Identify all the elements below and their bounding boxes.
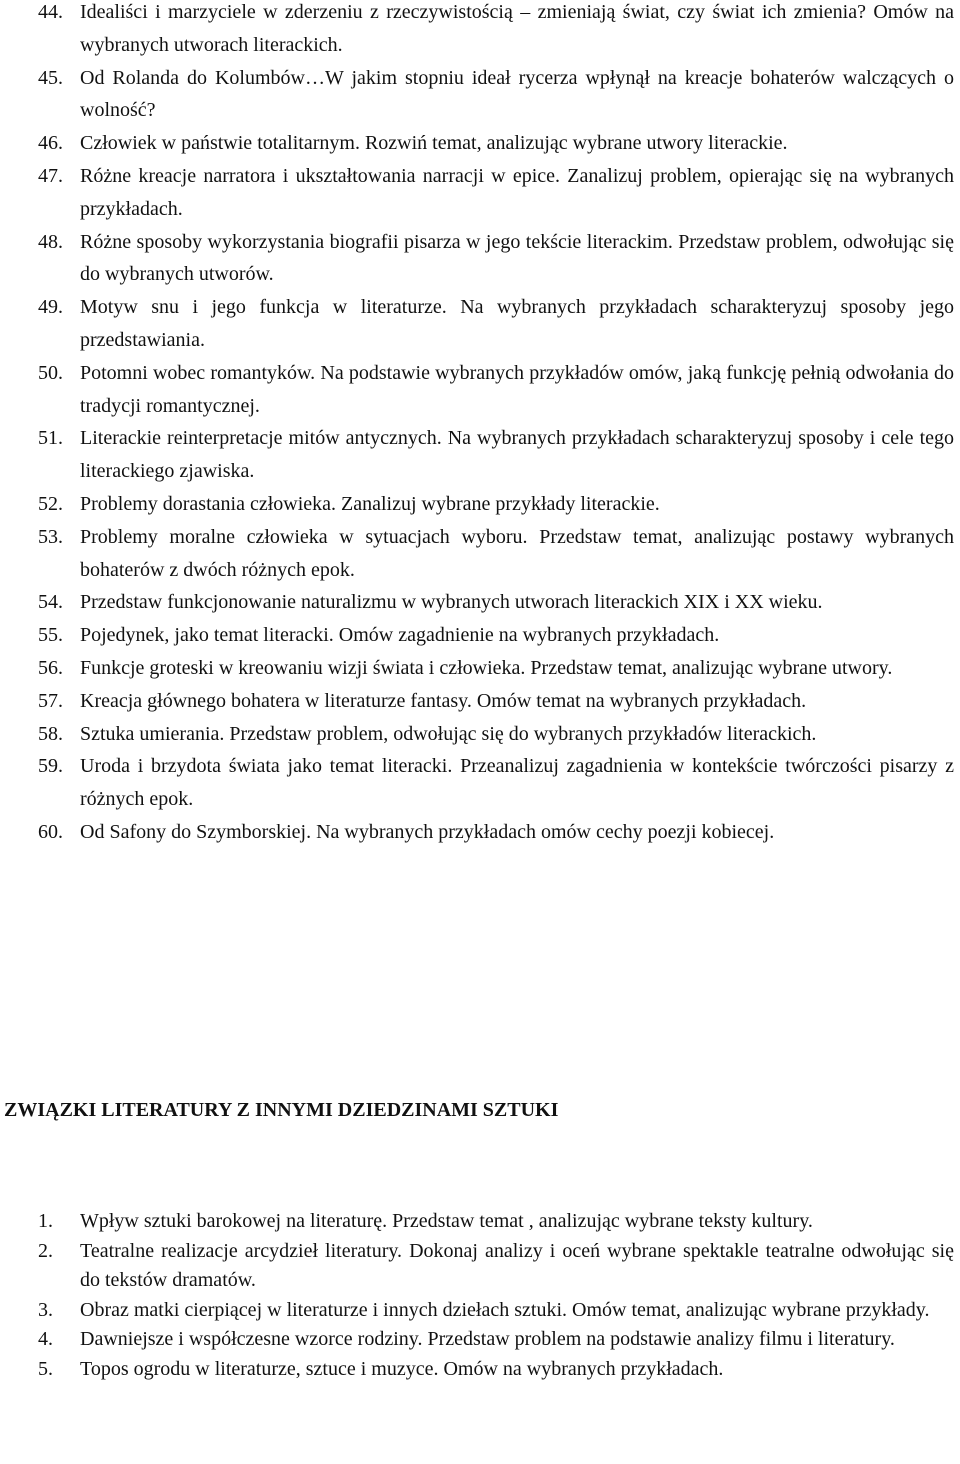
list-item [0, 619, 960, 652]
item-number: 46. [38, 132, 63, 155]
list-item [0, 160, 960, 226]
list-item [0, 291, 960, 357]
item-text: Uroda i brzydota świata jako temat literacki. Przeanalizuj zagadnienia w kontekście twórczości pisarzy z różnych epok. [80, 755, 954, 811]
item-number: 4. [38, 1328, 53, 1351]
item-number: 56. [38, 656, 63, 679]
item-number: 51. [38, 427, 63, 450]
item-number: 48. [38, 230, 63, 253]
item-text: Problemy dorastania człowieka. Zanalizuj wybrane przykłady literackie. [80, 492, 660, 515]
item-number: 60. [38, 820, 63, 843]
list-item [0, 750, 960, 816]
item-number: 44. [38, 1, 63, 23]
item-number: 50. [38, 361, 63, 384]
item-text: Wpływ sztuki barokowej na literaturę. Przedstaw temat , analizując wybrane teksty kultury. [80, 1210, 813, 1232]
item-text: Teatralne realizacje arcydzieł literatury. Dokonaj analizy i oceń wybrane spektakle teatralne odwołując się do tekstów dramatów. [80, 1239, 954, 1291]
list-item [0, 1207, 960, 1237]
list-item [0, 586, 960, 619]
item-number: 57. [38, 689, 63, 712]
item-text: Funkcje groteski w kreowaniu wizji świata i człowieka. Przedstaw temat, analizując wybrane utwory. [80, 656, 893, 679]
item-text: Obraz matki cierpiącej w literaturze i innych dziełach sztuki. Omów temat, analizując wybrane przykłady. [80, 1298, 930, 1321]
item-number: 58. [38, 722, 63, 745]
item-text: Przedstaw funkcjonowanie naturalizmu w wybranych utworach literackich XIX i XX wieku. [80, 591, 823, 614]
item-text: Od Safony do Szymborskiej. Na wybranych przykładach omów cechy poezji kobiecej. [80, 820, 775, 843]
list-item [0, 1296, 960, 1326]
item-text: Sztuka umierania. Przedstaw problem, odwołując się do wybranych przykładów literackich. [80, 722, 817, 745]
list-item [0, 521, 960, 587]
list-item [0, 652, 960, 685]
list-item [0, 718, 960, 751]
item-number: 1. [38, 1210, 53, 1232]
item-number: 59. [38, 755, 63, 778]
item-number: 52. [38, 492, 63, 515]
item-number: 53. [38, 525, 63, 548]
list-item [0, 0, 960, 62]
item-number: 54. [38, 591, 63, 614]
item-number: 49. [38, 296, 63, 319]
list-item [0, 127, 960, 160]
item-text: Topos ogrodu w literaturze, sztuce i muzyce. Omów na wybranych przykładach. [80, 1358, 724, 1381]
item-number: 2. [38, 1239, 53, 1262]
list-item [0, 488, 960, 521]
item-number: 47. [38, 164, 63, 187]
item-number: 5. [38, 1358, 53, 1381]
item-text: Literackie reinterpretacje mitów antycznych. Na wybranych przykładach scharakteryzuj sposoby i cele tego literackiego zjawiska. [80, 427, 954, 483]
item-text: Kreacja głównego bohatera w literaturze fantasy. Omów temat na wybranych przykładach. [80, 689, 807, 712]
item-number: 45. [38, 66, 63, 89]
item-text: Idealiści i marzyciele w zderzeniu z rzeczywistością – zmieniają świat, czy świat ich zmienia? Omów na wybranych utworach literackich. [80, 1, 954, 56]
section-title: ZWIĄZKI LITERATURY Z INNYMI DZIEDZINAMI SZTUKI [4, 1099, 559, 1121]
item-text: Dawniejsze i współczesne wzorce rodziny. Przedstaw problem na podstawie analizy filmu i literatury. [80, 1328, 895, 1351]
list-item [0, 62, 960, 128]
list-item [0, 685, 960, 718]
item-text: Potomni wobec romantyków. Na podstawie wybranych przykładów omów, jaką funkcję pełnią odwołania do tradycji romantycznej. [80, 361, 954, 417]
item-text: Motyw snu i jego funkcja w literaturze. Na wybranych przykładach scharakteryzuj sposoby jego przedstawiania. [80, 296, 954, 351]
list-item [0, 1325, 960, 1355]
list-item [0, 1237, 960, 1296]
item-text: Różne kreacje narratora i ukształtowania narracji w epice. Zanalizuj problem, opierając się na wybranych przykładach. [80, 164, 954, 220]
item-number: 55. [38, 624, 63, 647]
item-text: Problemy moralne człowieka w sytuacjach wyboru. Przedstaw temat, analizując postawy wybranych bohaterów z dwóch różnych epok. [80, 525, 954, 581]
item-text: Różne sposoby wykorzystania biografii pisarza w jego tekście literackim. Przedstaw problem, odwołując się do wybranych utworów. [80, 230, 954, 286]
list-item [0, 1355, 960, 1385]
item-text: Pojedynek, jako temat literacki. Omów zagadnienie na wybranych przykładach. [80, 624, 720, 647]
section-topics-list [0, 1207, 960, 1385]
item-text: Od Rolanda do Kolumbów…W jakim stopniu ideał rycerza wpłynął na kreacje bohaterów walczących o wolność? [80, 66, 954, 122]
item-text: Człowiek w państwie totalitarnym. Rozwiń temat, analizując wybrane utwory literackie. [80, 132, 788, 155]
list-item [0, 816, 960, 849]
item-number: 3. [38, 1298, 53, 1321]
list-item [0, 226, 960, 292]
list-item [0, 357, 960, 423]
list-item [0, 422, 960, 488]
